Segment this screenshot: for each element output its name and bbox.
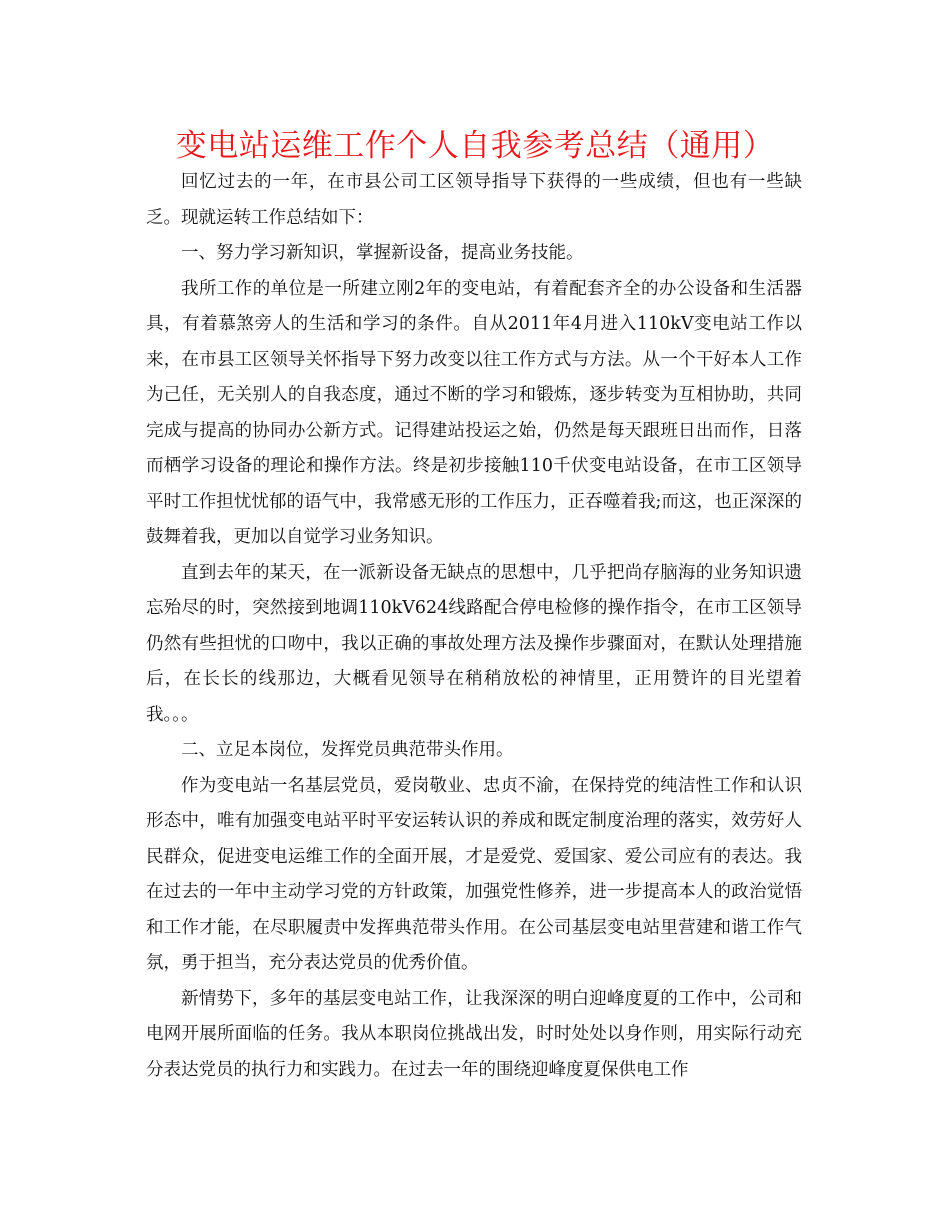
paragraph-workplace: 我所工作的单位是一所建立刚2年的变电站，有着配套齐全的办公设备和生活器具，有着慕煞旁人的生活和学习的条件。自从2011年4月进入110kV变电站工作以来，在市县工区领导关怀指导下努力改变以往工作方式与方法。从一个干好本人工作为己任，无关别人的自我态度，通过不断的学习和锻炼，逐步转变为互相协助，共同完成与提高的协同办公新方式。记得建站投运之始，仍然是每天跟班日出而作，日落而栖学习设备的理论和操作方法。终是初步接触110千伏变电站设备，在市工区领导平时工作担忧忧郁的语气中，我常感无形的工作压力，正吞噬着我;而这，也正深深的鼓舞着我，更加以自觉学习业务知识。: [146, 278, 802, 547]
paragraph-party-member: 作为变电站一名基层党员，爱岗敬业、忠贞不渝，在保持党的纯洁性工作和认识形态中，唯有加强变电站平时平安运转认识的养成和既定制度治理的落实，效劳好人民群众，促进变电运维工作的全面开展，才是爱党、爱国家、爱公司应有的表达。我在过去的一年中主动学习党的方针政策，加强党性修养，进一步提高本人的政治觉悟和工作才能，在尽职履责中发挥典范带头作用。在公司基层变电站里营建和谐工作气氛，勇于担当，充分表达党员的优秀价值。: [146, 775, 802, 973]
document-body: [146, 165, 802, 1088]
paragraph-intro: 回忆过去的一年，在市县公司工区领导指导下获得的一些成绩，但也有一些缺乏。现就运转工作总结如下：: [146, 172, 802, 228]
section-heading-1: 一、努力学习新知识，掌握新设备，提高业务技能。: [181, 243, 584, 263]
document-title: 变电站运维工作个人自我参考总结（通用）: [175, 128, 775, 164]
paragraph-new-situation: 新情势下，多年的基层变电站工作，让我深深的明白迎峰度夏的工作中，公司和电网开展所面临的任务。我从本职岗位挑战出发，时时处处以身作则，用实际行动充分表达党员的执行力和实践力。在过去一年的围绕迎峰度夏保供电工作: [146, 988, 802, 1080]
paragraph-operation: 直到去年的某天，在一派新设备无缺点的思想中，几乎把尚存脑海的业务知识遗忘殆尽的时，突然接到地调110kV624线路配合停电检修的操作指令，在市工区领导仍然有些担忧的口吻中，我以正确的事故处理方法及操作步骤面对，在默认处理措施后，在长长的线那边，大概看见领导在稍稍放松的神情里，正用赞许的目光望着我。。。: [146, 562, 802, 725]
section-heading-2: 二、立足本岗位，发挥党员典范带头作用。: [181, 740, 514, 760]
